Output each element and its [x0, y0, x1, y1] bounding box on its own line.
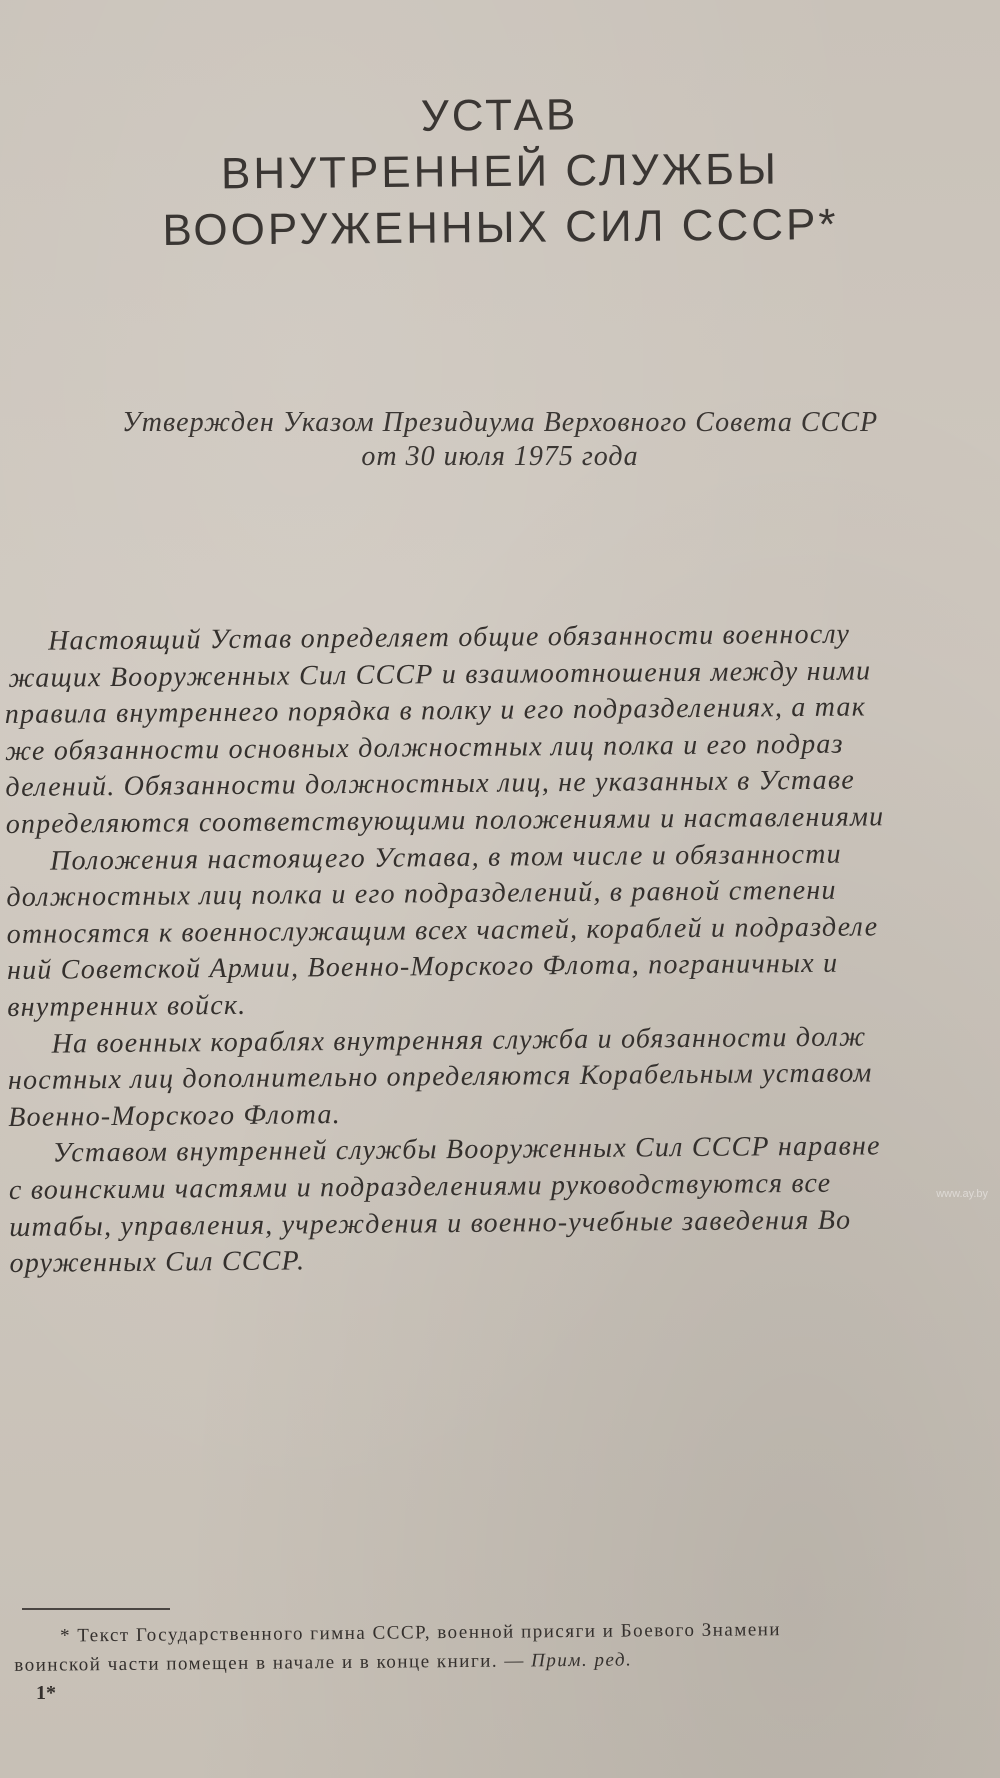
title-line-2: ВНУТРЕННЕЙ СЛУЖБЫ — [220, 144, 780, 199]
body-line: Военно-Морского Флота. — [8, 1098, 341, 1133]
approval-line-2: от 30 июля 1975 года — [361, 441, 639, 472]
body-line: правила внутреннего порядка в полку и его подразделениях, а так — [4, 691, 867, 731]
title-line-3: ВООРУЖЕННЫХ СИЛ СССР* — [162, 200, 839, 255]
body-line: с воинскими частями и подразделениями руководствуются все — [8, 1167, 832, 1206]
approval-note — [0, 406, 1000, 474]
footnote — [0, 1613, 1000, 1680]
body-line: внутренних войск. — [7, 989, 247, 1023]
watermark-text: www.ay.by — [936, 1188, 988, 1200]
body-line: оруженных Сил СССР. — [9, 1245, 306, 1280]
body-line: На военных кораблях внутренняя служба и обязанности долж — [51, 1020, 867, 1060]
footnote-divider — [22, 1608, 170, 1610]
footnote-line-2-text: воинской части помещен в начале и в конце книги. — — [14, 1650, 532, 1676]
body-line: Уставом внутренней службы Вооруженных Сил СССР наравне — [52, 1130, 881, 1169]
footnote-line-1-text: * Текст Государственного гимна СССР, военной присяги и Боевого Знамени — [60, 1619, 782, 1647]
body-line: определяются соответствующими положениями и наставлениями — [5, 801, 885, 840]
body-line: же обязанности основных должностных лиц полка и его подраз — [4, 728, 844, 767]
body-text — [0, 615, 1000, 1282]
body-line: ний Советской Армии, Военно-Морского Флота, пограничных и — [6, 948, 839, 987]
document-title — [0, 84, 1000, 261]
page-number: 1* — [36, 1682, 56, 1704]
body-line: относятся к военнослужащим всех частей, кораблей и подразделе — [6, 911, 879, 950]
body-line: должностных лиц полка и его подразделений, в равной степени — [6, 874, 837, 914]
body-line: штабы, управления, учреждения и военно-учебные заведения Во — [9, 1204, 852, 1243]
body-line: ностных лиц дополнительно определяются Корабельным уставом — [7, 1057, 873, 1097]
body-line: жащих Вооруженных Сил СССР и взаимоотношения между ними — [8, 654, 872, 694]
approval-line-1: Утвержден Указом Президиума Верховного Совета СССР — [121, 407, 879, 438]
body-line: делений. Обязанности должностных лиц, не указанных в Уставе — [5, 764, 856, 804]
footnote-editor-note: Прим. ред. — [531, 1649, 633, 1672]
title-line-1: УСТАВ — [420, 90, 579, 141]
body-line: Настоящий Устав определяет общие обязанности военнослу — [48, 618, 851, 657]
body-line: Положения настоящего Устава, в том числе и обязанности — [49, 838, 842, 877]
